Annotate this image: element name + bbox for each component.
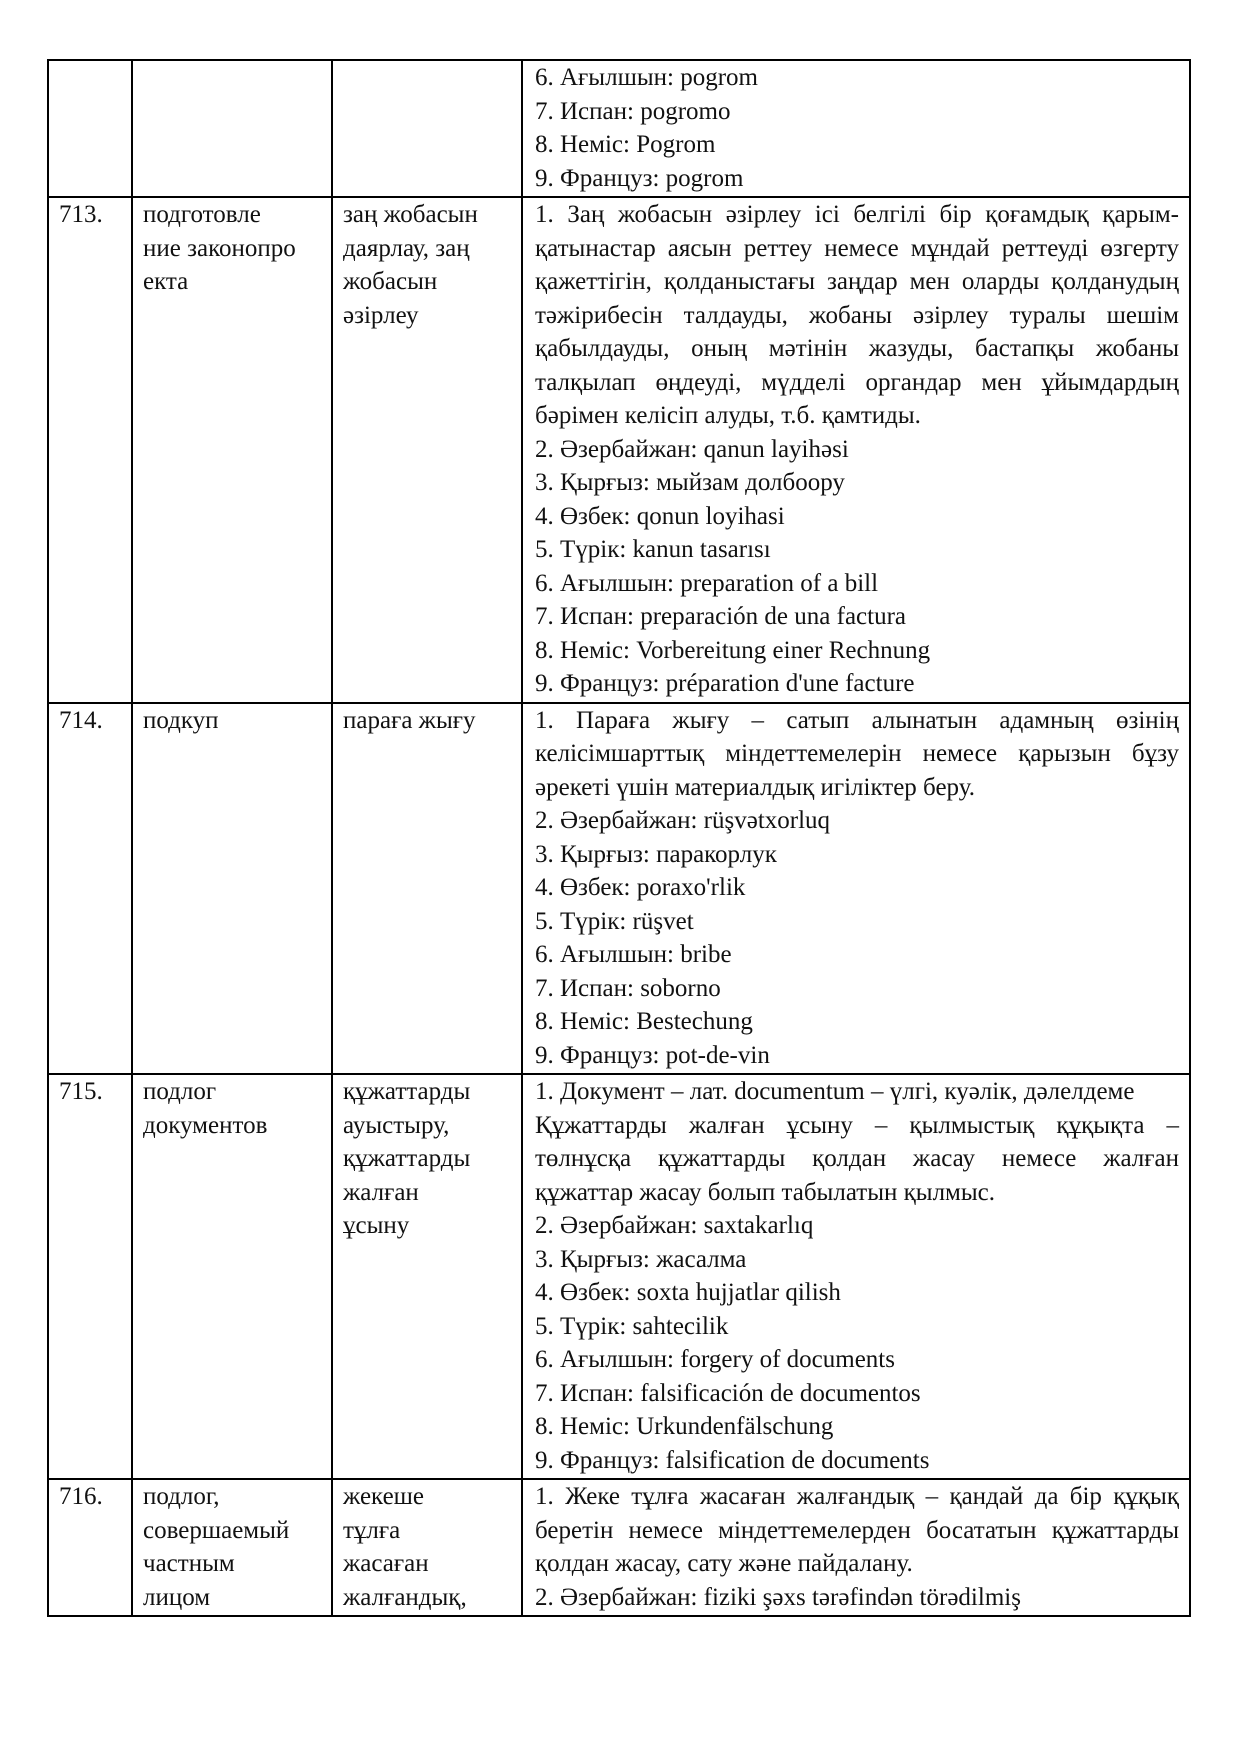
term-russian-line: екта xyxy=(143,268,189,295)
definition-text: 1. Параға жығу – сатып алынатын адамның өзінің келісімшарттық міндеттемелерін немесе қарызын бұзу әрекеті үшін материалдық игіліктер беру. xyxy=(535,706,1179,801)
document-page xyxy=(47,59,1189,1617)
term-russian-line: совершаемый xyxy=(143,1516,290,1544)
translation-line: 8. Неміс: Bestechung xyxy=(535,1008,753,1035)
term-kazakh-line: параға жығу xyxy=(343,706,476,734)
translation-line: 7. Испан: soborno xyxy=(535,974,721,1002)
translation-line: 8. Неміс: Vorbereitung einer Rechnung xyxy=(535,636,931,664)
term-kazakh-line: даярлау, заң xyxy=(343,234,470,262)
translation-line: 2. Әзербайжан: saxtakarlıq xyxy=(535,1212,814,1239)
table-row xyxy=(48,197,1190,703)
entry-number: 715. xyxy=(48,1074,132,1479)
term-kazakh xyxy=(332,1479,522,1616)
term-russian xyxy=(132,60,332,197)
table-row xyxy=(48,1479,1190,1616)
term-kazakh-line: құжаттарды xyxy=(343,1078,471,1105)
glossary-table xyxy=(47,59,1191,1617)
translation-line: 2. Әзербайжан: qanun layihəsi xyxy=(535,435,849,463)
term-russian xyxy=(132,703,332,1075)
translation-line: 4. Өзбек: qonun loyihasi xyxy=(535,502,785,530)
translation-line: 5. Түрік: rüşvet xyxy=(535,907,694,935)
definition-cell xyxy=(522,1074,1190,1479)
translation-line: 9. Француз: falsification de documents xyxy=(535,1446,930,1474)
translation-line: 6. Ағылшын: bribe xyxy=(535,941,732,968)
translation-line: 9. Француз: pogrom xyxy=(535,164,744,192)
translation-line: 2. Әзербайжан: fiziki şəxs tərəfindən törədilmiş xyxy=(535,1583,1021,1611)
term-kazakh xyxy=(332,197,522,703)
definition-cell xyxy=(522,197,1190,703)
table-row xyxy=(48,1074,1190,1479)
table-row xyxy=(48,60,1190,197)
translation-line: 9. Француз: préparation d'une facture xyxy=(535,670,915,697)
glossary-table-body xyxy=(48,60,1190,1616)
term-russian-line: ние законопро xyxy=(143,234,296,262)
definition-text: 1. Заң жобасын әзірлеу ісі белгілі бір қоғамдық қарым-қатынастар аясын реттеу немесе мұндай реттеуді өзгерту қажеттігін, қолданыстағы заңдар мен оларды қолданудың тәжірибесін талдауды, жобаны әзірлеу туралы шешім қабылдауды, оның мәтінін жазуды, бастапқы жобаны талқылап өңдеуді, мүдделі органдар мен ұйымдардың бәрімен келісіп алуды, т.б. қамтиды. xyxy=(535,201,1179,429)
definition-text: 1. Документ – лат. documentum – үлгі, куәлік, дәлелдеме xyxy=(535,1078,1135,1105)
translation-line: 3. Қырғыз: паракорлук xyxy=(535,840,777,868)
translation-line: 3. Қырғыз: мыйзам долбоору xyxy=(535,469,845,496)
term-kazakh-line: тұлға xyxy=(343,1516,401,1544)
term-kazakh-line: заң жобасын xyxy=(343,201,478,228)
term-kazakh-line: құжаттарды xyxy=(343,1145,471,1172)
term-kazakh-line: әзірлеу xyxy=(343,301,419,329)
term-kazakh-line: ұсыну xyxy=(343,1212,410,1239)
translation-line: 5. Түрік: sahtecilik xyxy=(535,1312,729,1340)
translation-line: 6. Ағылшын: forgery of documents xyxy=(535,1346,895,1373)
entry-number: 714. xyxy=(48,703,132,1075)
term-russian xyxy=(132,1074,332,1479)
translation-line: 8. Неміс: Urkundenfälschung xyxy=(535,1413,834,1440)
translation-line: 7. Испан: preparación de una factura xyxy=(535,603,907,630)
definition-cell xyxy=(522,60,1190,197)
term-russian-line: подлог xyxy=(143,1078,217,1105)
table-row xyxy=(48,703,1190,1075)
translation-line: 9. Француз: pot-de-vin xyxy=(535,1041,770,1069)
term-russian-line: частным xyxy=(143,1550,235,1577)
term-russian-line: документов xyxy=(143,1111,268,1139)
term-kazakh xyxy=(332,60,522,197)
translation-line: 3. Қырғыз: жасалма xyxy=(535,1245,747,1273)
term-russian-line: лицом xyxy=(143,1583,211,1611)
entry-number: 713. xyxy=(48,197,132,703)
term-russian xyxy=(132,1479,332,1616)
translation-line: 4. Өзбек: poraxo'rlik xyxy=(535,874,746,901)
translation-line: 6. Ағылшын: preparation of a bill xyxy=(535,569,879,597)
entry-number xyxy=(48,60,132,197)
definition-cell xyxy=(522,703,1190,1075)
term-kazakh-line: жалғандық, xyxy=(343,1583,467,1611)
term-kazakh-line: ауыстыру, xyxy=(343,1111,450,1139)
translation-line: 2. Әзербайжан: rüşvətxorluq xyxy=(535,807,831,834)
term-kazakh-line: жалған xyxy=(343,1178,419,1206)
definition-text: 1. Жеке тұлға жасаған жалғандық – қандай да бір құқық беретін немесе міндеттемелерден босататын құжаттарды қолдан жасау, сату және пайдалану. xyxy=(535,1483,1179,1577)
translation-line: 4. Өзбек: soxta hujjatlar qilish xyxy=(535,1279,841,1306)
entry-number: 716. xyxy=(48,1479,132,1616)
translation-line: 7. Испан: pogromo xyxy=(535,97,731,125)
translation-line: 6. Ағылшын: pogrom xyxy=(535,64,758,91)
term-russian xyxy=(132,197,332,703)
term-kazakh-line: жекеше xyxy=(343,1483,425,1510)
translation-line: 5. Түрік: kanun tasarısı xyxy=(535,536,771,563)
definition-text: Құжаттарды жалған ұсыну – қылмыстық құқықта – төлнұсқа құжаттарды қолдан жасау немесе жалған құжаттар жасау болып табылатын қылмыс. xyxy=(535,1111,1179,1206)
translation-line: 8. Неміс: Pogrom xyxy=(535,131,716,158)
term-russian-line: подлог, xyxy=(143,1483,220,1510)
term-kazakh xyxy=(332,703,522,1075)
term-kazakh-line: жасаған xyxy=(343,1550,429,1577)
term-kazakh xyxy=(332,1074,522,1479)
translation-line: 7. Испан: falsificación de documentos xyxy=(535,1379,921,1407)
term-russian-line: подкуп xyxy=(143,706,219,734)
term-kazakh-line: жобасын xyxy=(343,268,438,295)
term-russian-line: подготовле xyxy=(143,201,261,228)
definition-cell xyxy=(522,1479,1190,1616)
